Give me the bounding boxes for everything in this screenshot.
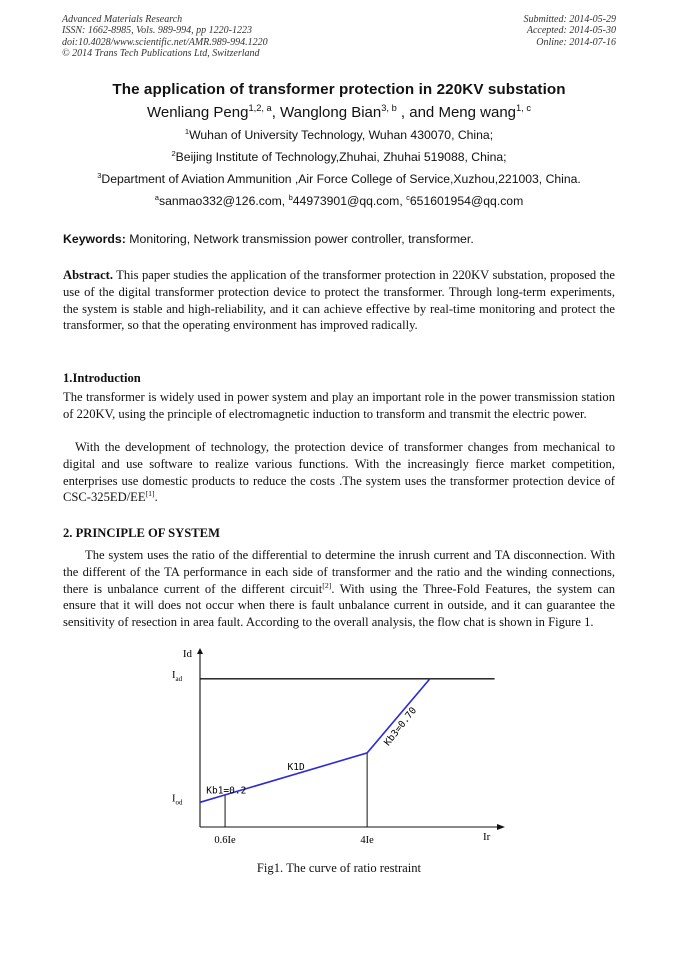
y-tick-label: $I_{ad}$ bbox=[172, 669, 183, 683]
abstract-label: Abstract. bbox=[63, 268, 114, 282]
aff-text: Department of Aviation Ammunition ,Air Force College of Service,Xuzhou,221003, China. bbox=[101, 172, 581, 186]
aff-sup: 3 bbox=[97, 170, 102, 180]
email-text: 651601954@qq.com bbox=[409, 194, 524, 208]
slope-annotation: Kb3=0.70 bbox=[382, 705, 420, 749]
email-line bbox=[0, 190, 678, 212]
issn: ISSN: 1662-8985, Vols. 989-994, pp 1220-1223 bbox=[62, 25, 252, 37]
affiliation bbox=[0, 146, 678, 168]
slope-annotation: Kb1=0.2 bbox=[206, 785, 247, 797]
section-title-principle: 2. PRINCIPLE OF SYSTEM bbox=[63, 526, 220, 540]
x-axis-label: Ir bbox=[483, 831, 491, 843]
principle-text-a: The system uses the ratio of the differential to determine the inrush current and TA disconnection. With the different of the TA performance in each side of transformer and the ratio and the winding connections, there is unbalance current of the different circuit bbox=[63, 548, 615, 596]
author-name: Meng wang bbox=[438, 104, 517, 121]
aff-sup: 1 bbox=[184, 126, 190, 136]
paper-title: The application of transformer protection in 220KV substation bbox=[112, 81, 566, 98]
aff-sup: 2 bbox=[171, 148, 176, 158]
doi: doi:10.4028/www.scientific.net/AMR.989-994.1220 bbox=[62, 36, 268, 48]
citation-ref: [2] bbox=[322, 580, 332, 590]
author-sep: , bbox=[271, 104, 281, 121]
email-sup: c bbox=[406, 192, 410, 202]
y-axis-label: Id bbox=[182, 648, 192, 660]
author-list bbox=[0, 102, 678, 124]
author-sup: 1, c bbox=[516, 103, 532, 113]
author-sup: 3, b bbox=[381, 103, 397, 113]
author-name: Wenliang Peng bbox=[146, 104, 249, 121]
y-axis-arrow bbox=[197, 648, 203, 654]
abstract bbox=[63, 267, 615, 334]
principle-text-b: . With using the Three-Fold Features, the system can ensure that it will does not occur when there is fault unbalance current in outside, and it can guarantee the sensitivity of resection in area fault. According to the overall analysis, the flow chat is shown in Figure 1. bbox=[63, 581, 616, 630]
email-sup: b bbox=[288, 192, 293, 202]
author-sup: 1,2, a bbox=[248, 103, 272, 113]
x-axis-arrow bbox=[497, 824, 505, 830]
email-sup: a bbox=[154, 192, 159, 202]
keywords bbox=[63, 231, 615, 247]
aff-text: Beijing Institute of Technology,Zhuhai, Zhuhai 519088, China; bbox=[175, 150, 507, 164]
email-text: 44973901@qq.com, bbox=[292, 194, 407, 208]
online-date: Online: 2014-07-16 bbox=[536, 36, 616, 48]
keywords-label: Keywords: bbox=[63, 232, 126, 246]
title-block bbox=[0, 80, 678, 212]
figure-ratio-restraint bbox=[170, 640, 510, 865]
affiliation bbox=[0, 168, 678, 190]
accepted-date: Accepted: 2014-05-30 bbox=[526, 25, 616, 37]
x-tick-label: 0.6Ie bbox=[214, 835, 236, 846]
intro-paragraph-1: The transformer is widely used in power system and play an important role in the power transmission station of 220KV, using the principle of electromagnetic induction to transform and transmit the electric power. bbox=[63, 390, 615, 421]
intro-p2-end: . bbox=[154, 490, 158, 505]
x-tick-label: 4Ie bbox=[360, 835, 374, 846]
copyright: © 2014 Trans Tech Publications Ltd, Switzerland bbox=[62, 47, 260, 59]
section-title-introduction: 1.Introduction bbox=[63, 371, 141, 385]
slope-annotation: K1D bbox=[287, 762, 305, 774]
author-name: Wanglong Bian bbox=[280, 104, 382, 121]
keywords-text: Monitoring, Network transmission power controller, transformer. bbox=[125, 232, 474, 246]
y-tick-label: $I_{od}$ bbox=[172, 793, 183, 807]
submitted-date: Submitted: 2014-05-29 bbox=[523, 14, 616, 25]
intro-paragraph-2 bbox=[63, 439, 615, 506]
affiliation bbox=[0, 124, 678, 146]
dates-header bbox=[524, 14, 617, 48]
citation-ref: [1] bbox=[145, 489, 155, 499]
email-text: sanmao332@126.com, bbox=[158, 194, 289, 208]
journal-header bbox=[62, 14, 268, 59]
author-sep: , and bbox=[396, 104, 439, 121]
journal-name: Advanced Materials Research bbox=[62, 14, 183, 25]
abstract-text: This paper studies the application of the transformer protection in 220KV substation, proposed the use of the digital transformer protection device to protect the transformer. Through long-term experiments, the system is stable and high-reliability, and it can achieve effective by real-time monitoring and protect the transformer, so that the operating environment has improved radically. bbox=[63, 268, 615, 333]
ratio-restraint-chart bbox=[170, 640, 510, 865]
figure-caption: Fig1. The curve of ratio restraint bbox=[256, 861, 422, 875]
aff-text: Wuhan of University Technology, Wuhan 430070, China; bbox=[189, 128, 494, 142]
intro-p2-text: With the development of technology, the protection device of transformer changes from mechanical to digital and use software to realize various functions. With the increasingly fierce market competition, enterprises use domestic products to reduce the costs .The system uses the transformer protection device of CSC-325ED/EE bbox=[63, 440, 615, 505]
principle-paragraph bbox=[63, 547, 615, 631]
